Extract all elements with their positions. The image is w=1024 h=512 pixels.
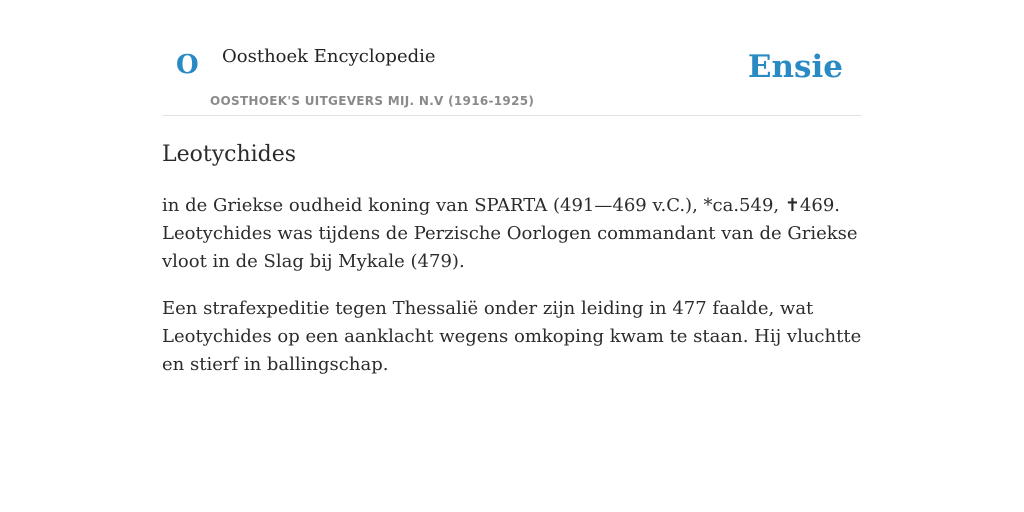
article-paragraph: Een strafexpeditie tegen Thessalië onder zijn leiding in 477 faalde, wat Leotychides op een aanklacht wegens omkoping kwam te staan. Hij vluchtte en stierf in ballingschap.: [162, 298, 862, 375]
article-paragraph: in de Griekse oudheid koning van SPARTA (491—469 v.C.), *ca.549, ✝469. Leotychides was tijdens de Perzische Oorlogen commandant van de Griekse vloot in de Slag bij Mykale (479).: [162, 195, 858, 272]
site-title-link[interactable]: Oosthoek Encyclopedie: [222, 46, 436, 67]
article-title: Leotychides: [162, 142, 297, 167]
brand-logo-link[interactable]: Ensie: [747, 49, 843, 85]
site-header: [162, 0, 862, 116]
logo-icon[interactable]: O: [176, 50, 199, 80]
site-subtitle: OOSTHOEK'S UITGEVERS MIJ. N.V (1916-1925): [210, 94, 535, 108]
page: [162, 0, 862, 379]
